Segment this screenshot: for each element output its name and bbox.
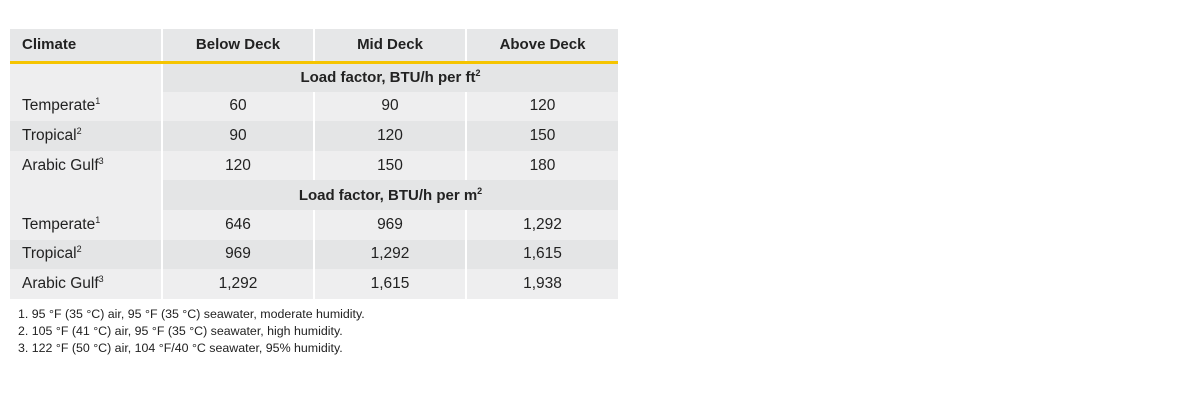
- table-row: [10, 121, 618, 151]
- mid-deck-cell: 1,292: [314, 240, 466, 270]
- column-header-below-deck: Below Deck: [162, 29, 314, 62]
- load-factor-table: [10, 29, 618, 299]
- climate-cell: Tropical$^2$: [10, 240, 162, 270]
- section-blank-cell: [10, 62, 162, 92]
- above-deck-cell: 180: [466, 151, 618, 181]
- footnote-2: 2. 105 °F (41 °C) air, 95 °F (35 °C) seawater, high humidity.: [18, 323, 343, 338]
- above-deck-cell: 150: [466, 121, 618, 151]
- above-deck-cell: 1,292: [466, 210, 618, 240]
- mid-deck-cell: 969: [314, 210, 466, 240]
- column-header-above-deck: Above Deck: [466, 29, 618, 62]
- header-row: [10, 29, 618, 62]
- below-deck-cell: 60: [162, 92, 314, 122]
- footnote-3: 3. 122 °F (50 °C) air, 104 °F/40 °C seawater, 95% humidity.: [18, 341, 343, 356]
- table-row: [10, 210, 618, 240]
- above-deck-cell: 1,615: [466, 240, 618, 270]
- climate-cell: Temperate$^1$: [10, 92, 162, 122]
- table-row: [10, 92, 618, 122]
- mid-deck-cell: 90: [314, 92, 466, 122]
- section-header-row: [10, 62, 618, 92]
- climate-cell: Arabic Gulf$^3$: [10, 151, 162, 181]
- table-row: [10, 269, 618, 299]
- climate-cell: Temperate$^1$: [10, 210, 162, 240]
- below-deck-cell: 646: [162, 210, 314, 240]
- section-title: Load factor, BTU/h per $m^2$: [162, 180, 618, 210]
- above-deck-cell: 1,938: [466, 269, 618, 299]
- footnote-1: 1. 95 °F (35 °C) air, 95 °F (35 °C) seawater, moderate humidity.: [18, 306, 365, 321]
- mid-deck-cell: 1,615: [314, 269, 466, 299]
- climate-cell: Tropical$^2$: [10, 121, 162, 151]
- table-row: [10, 240, 618, 270]
- section-header-row: [10, 180, 618, 210]
- below-deck-cell: 969: [162, 240, 314, 270]
- section-title: Load factor, BTU/h per $ft^2$: [162, 62, 618, 92]
- load-factor-table-container: [10, 29, 618, 357]
- above-deck-cell: 120: [466, 92, 618, 122]
- section-blank-cell: [10, 180, 162, 210]
- below-deck-cell: 90: [162, 121, 314, 151]
- mid-deck-cell: 120: [314, 121, 466, 151]
- mid-deck-cell: 150: [314, 151, 466, 181]
- below-deck-cell: 120: [162, 151, 314, 181]
- below-deck-cell: 1,292: [162, 269, 314, 299]
- table-row: [10, 151, 618, 181]
- column-header-climate: Climate: [10, 29, 162, 62]
- column-header-mid-deck: Mid Deck: [314, 29, 466, 62]
- climate-cell: Arabic Gulf$^3$: [10, 269, 162, 299]
- footnotes: [10, 306, 618, 358]
